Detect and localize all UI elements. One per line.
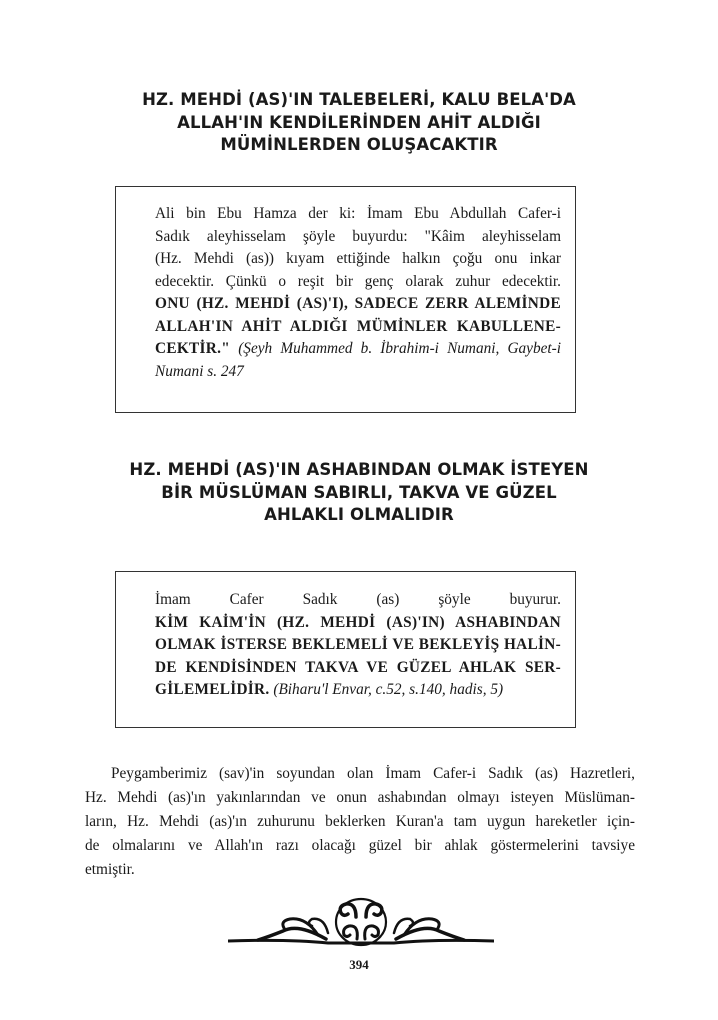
- heading-line: BİR MÜSLÜMAN SABIRLI, TAKVA VE GÜZEL: [161, 482, 557, 502]
- body-paragraph: [85, 762, 635, 882]
- section-heading-1: [0, 89, 718, 157]
- bold-text: GİLEMELİDİR.: [155, 681, 270, 698]
- heading-line: AHLAKLI OLMALIDIR: [264, 505, 454, 524]
- text: Peygamberimiz (sav)'in soyundan olan İmam Cafer-i Sadık (as) Hazretleri,: [111, 765, 635, 782]
- bold-text: KİM KAİM'İN (HZ. MEHDİ (AS)'IN) ASHABINDAN: [155, 613, 561, 631]
- text: ların, Hz. Mehdi (as)'ın zuhurunu beklerken Kuran'a tam uygun hareketler için-: [85, 813, 635, 830]
- text: edecektir. Çünkü o reşit bir genç olarak zuhur edecektir.: [155, 272, 561, 290]
- page-number: 394: [349, 957, 369, 972]
- text-line: [85, 834, 635, 858]
- heading-line: MÜMİNLERDEN OLUŞACAKTIR: [220, 135, 498, 154]
- heading-line: ALLAH'IN KENDİLERİNDEN AHİT ALDIĞI: [177, 112, 541, 132]
- text-line: [155, 612, 561, 635]
- text-line: [155, 271, 561, 294]
- text: etmiştir.: [85, 861, 135, 878]
- text-line: [85, 858, 635, 882]
- text-line: [155, 248, 561, 271]
- quote-2-text: [155, 589, 561, 702]
- text-line: [85, 762, 635, 786]
- text-line: [155, 679, 561, 702]
- text-line: [155, 361, 561, 384]
- text: Sadık aleyhisselam şöyle buyurdu: "Kâim aleyhisselam: [155, 227, 561, 245]
- bold-text: ONU (HZ. MEHDİ (AS)'I), SADECE ZERR ALEMİNDE: [155, 295, 561, 312]
- bold-text: DE KENDİSİNDEN TAKVA VE GÜZEL AHLAK SER-: [155, 658, 561, 676]
- text-line: [155, 226, 561, 249]
- text: Ali bin Ebu Hamza der ki: İmam Ebu Abdullah Cafer-i: [155, 205, 561, 222]
- text: (Hz. Mehdi (as)) kıyam ettiğinde halkın çoğu onu inkar: [155, 250, 561, 267]
- citation-text: (Biharu'l Envar, c.52, s.140, hadis, 5): [269, 681, 504, 698]
- citation-text: (Şeyh Muhammed b. İbrahim-i Numani, Gaybet-i: [230, 340, 561, 357]
- text-line: [155, 589, 561, 612]
- heading-line: HZ. MEHDİ (AS)'IN TALEBELERİ, KALU BELA'DA: [142, 90, 576, 109]
- text-line: [85, 786, 635, 810]
- text-line: [155, 203, 561, 226]
- text-line: [155, 316, 561, 339]
- bold-text: ALLAH'IN AHİT ALDIĞI MÜMİNLER KABULLENE-: [155, 317, 561, 335]
- text: de olmalarını ve Allah'ın razı olacağı güzel bir ahlak göstermelerini tavsiye: [85, 837, 635, 854]
- text: Hz. Mehdi (as)'ın yakınlarından ve onun ashabından olmayı isteyen Müslüman-: [85, 789, 635, 806]
- bold-text: CEKTİR.": [155, 340, 231, 357]
- text-line: [85, 810, 635, 834]
- quote-1-text: [155, 203, 561, 383]
- heading-line: HZ. MEHDİ (AS)'IN ASHABINDAN OLMAK İSTEYEN: [129, 460, 589, 479]
- bold-text: OLMAK İSTERSE BEKLEMELİ VE BEKLEYİŞ HALİN-: [155, 636, 561, 653]
- text-line: [155, 338, 561, 361]
- ornament-divider-icon: [228, 895, 494, 947]
- citation-text: Numani s. 247: [155, 362, 244, 380]
- text-line: [155, 657, 561, 680]
- text: İmam Cafer Sadık (as) şöyle buyurur.: [155, 591, 561, 608]
- text-line: [155, 634, 561, 657]
- section-heading-2: [0, 459, 718, 527]
- text-line: [155, 293, 561, 316]
